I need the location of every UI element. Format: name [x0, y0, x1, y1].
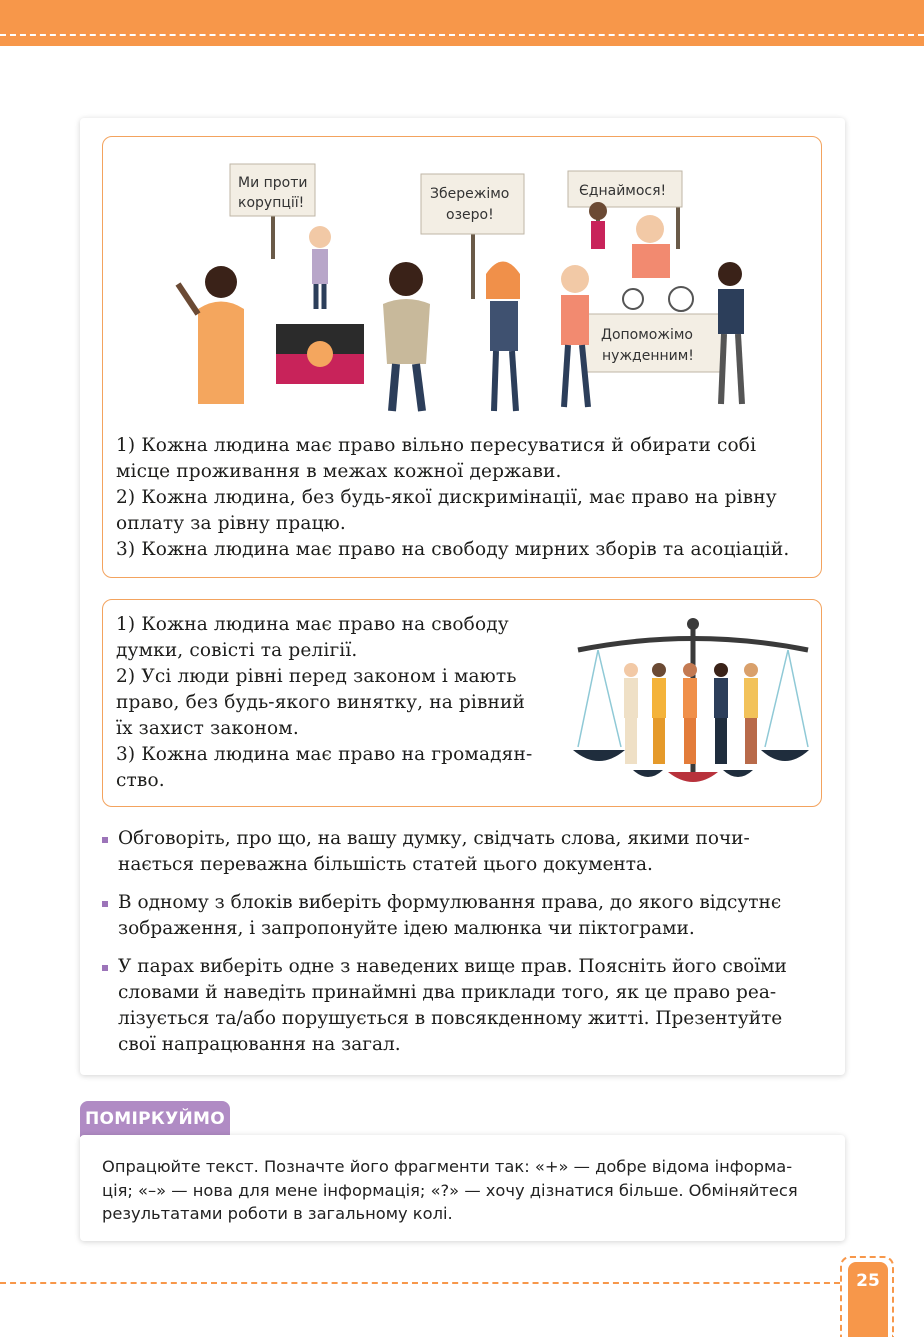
scales-of-justice-illustration [573, 612, 813, 794]
rights-1-line: 2) Кожна людина, без будь-якої дискримінації, має право на рівну [116, 487, 777, 508]
task-line: зображення, і запропонуйте ідею малюнка чи піктограми. [118, 918, 695, 939]
sign-2-line-2: озеро! [446, 207, 494, 223]
rights-1-line: 3) Кожна людина має право на свободу мирних зборів та асоціацій. [116, 539, 790, 560]
task-line: нається переважна більшість статей цього документа. [118, 854, 653, 875]
rights-block-1 [102, 136, 822, 578]
main-card [80, 118, 845, 1075]
rights-2-line: 1) Кожна людина має право на свободу [116, 614, 509, 635]
task-line: лізується та/або порушується в повсякденному житті. Презентуйте [118, 1008, 783, 1029]
rights-text-2 [116, 612, 556, 794]
rights-1-line: оплату за рівну працю. [116, 513, 346, 534]
think-line: результатами роботи в загальному колі. [102, 1204, 453, 1223]
sign-3-line-1: Єднаймося! [579, 183, 667, 199]
rights-2-line: їх захист законом. [116, 718, 299, 739]
sign-1-line-2: корупції! [238, 195, 305, 211]
think-section-label: ПОМІРКУЙМО [80, 1101, 230, 1137]
task-line: свої напрацювання на загал. [118, 1034, 401, 1055]
protest-illustration [158, 149, 768, 421]
bullet-square-icon [102, 965, 108, 971]
top-dashed-line [0, 34, 924, 36]
bullet-square-icon [102, 837, 108, 843]
rights-block-2 [102, 599, 822, 807]
sign-1-line-1: Ми проти [238, 175, 308, 191]
rights-1-line: місце проживання в межах кожної держави. [116, 461, 562, 482]
rights-1-line: 1) Кожна людина має право вільно пересуватися й обирати собі [116, 435, 757, 456]
think-line: ція; «–» — нова для мене інформація; «?» — хочу дізнатися більше. Обміняйтеся [102, 1180, 798, 1200]
top-band [0, 0, 924, 46]
rights-2-line: право, без будь-якого винятку, на рівний [116, 692, 525, 713]
rights-2-line: 3) Кожна людина має право на громадян- [116, 744, 533, 765]
task-item [102, 890, 822, 942]
rights-2-line: думки, совісті та релігії. [116, 640, 358, 661]
rights-text-1 [116, 433, 812, 563]
think-text [102, 1155, 827, 1226]
bullet-square-icon [102, 901, 108, 907]
task-line: словами й наведіть принаймні два приклади того, як це право реа- [118, 982, 777, 1003]
task-line: Обговоріть, про що, на вашу думку, свідчать слова, якими почи- [118, 828, 750, 849]
rights-2-line: 2) Усі люди рівні перед законом і мають [116, 666, 517, 687]
task-line: В одному з блоків виберіть формулювання права, до якого відсутнє [118, 892, 782, 913]
sign-4-line-2: нужденним! [602, 348, 694, 364]
task-item [102, 954, 822, 1058]
sign-4-line-1: Допоможімо [601, 327, 693, 343]
page-number: 25 [856, 1271, 880, 1291]
rights-2-line: ство. [116, 770, 165, 791]
think-card [80, 1135, 845, 1241]
task-line: У парах виберіть одне з наведених вище прав. Поясніть його своїми [118, 956, 787, 977]
task-list [102, 826, 822, 1070]
sign-2-line-1: Збережімо [430, 186, 510, 202]
think-line: Опрацюйте текст. Позначте його фрагменти так: «+» — добре відома інформа- [102, 1157, 793, 1176]
bottom-dashed-line [0, 1282, 840, 1284]
task-item [102, 826, 822, 878]
